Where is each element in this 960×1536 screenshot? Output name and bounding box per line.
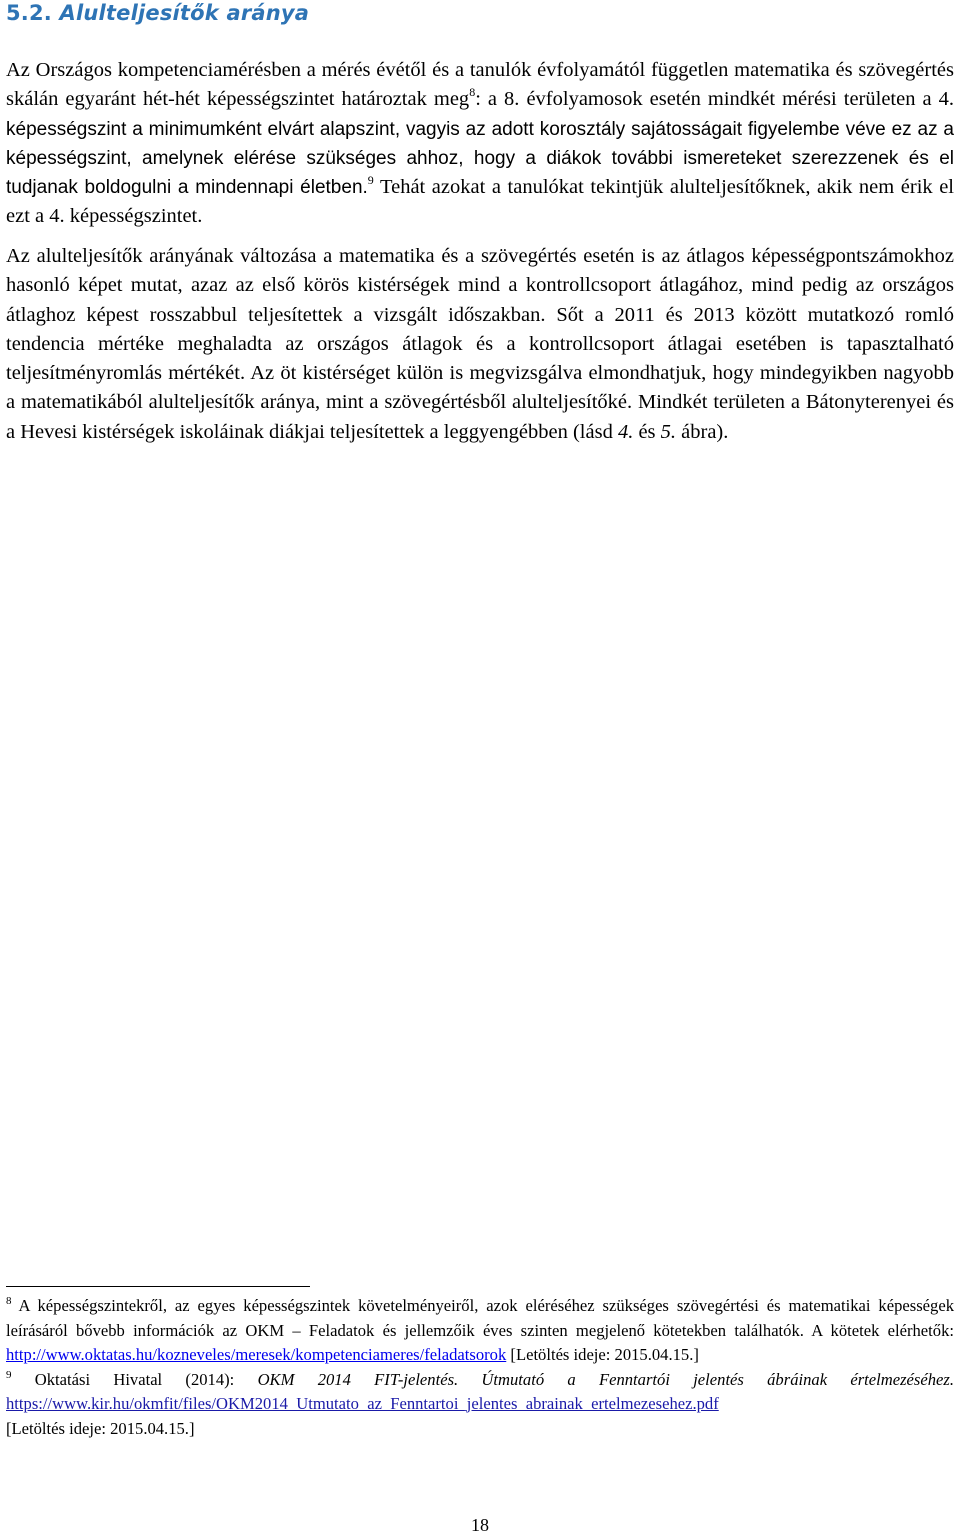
paragraph-2-text: Az alulteljesítők arányának változása a matematika és a szövegértés esetén is az átlagos képességpontszámokhoz hasonló képet mutat, azaz az első körös kistérségek mind a kontrollcsoport átlagához, mind pedig az országos átlaghoz képest rosszabbul teljesítettek a vizsgált időszakban. Sőt a 2011 és 2013 között mutatkozó romló tendencia mértéke meghaladta az országos átlagok és a kontrollcsoport átlagai esetében is tapasztalható teljesítményromlás mértékét. Az öt kistérséget külön is megvizsgálva elmondhatjuk, hogy mindegyikben nagyobb a matematikából alulteljesítők aránya, mint a szövegértésből alulteljesítőké. Mindkét területen a Bátonyterenyei és a Hevesi kistérségek iskoláinak diákjai teljesítettek a leggyengébben (lásd (6, 245, 954, 443)
paragraph-1-text-3: képességszint a minimumként elvárt alapszint, vagyis az adott korosztály sajátosságait figyelembe véve ez az a képességszint, amelynek elérése szükséges ahhoz, hogy a diákok további ismereteket szerezzenek és el tudjanak boldogulni a mindennapi életben. (6, 118, 954, 199)
footnote-8-link[interactable]: http://www.oktatas.hu/kozneveles/meresek/kompetenciameres/feladatsorok (6, 1345, 507, 1365)
footnote-separator (6, 1286, 310, 1287)
footnote-9 (6, 1368, 954, 1442)
document-page (6, 0, 954, 1536)
footnote-8-text: A képességszintekről, az egyes képességszintek követelményeiről, azok eléréséhez szükséges szövegértési és matematikai képességek leírásáról bővebb információk az OKM – Feladatok és jellemzőik éves szinten megjelenő kötetekben találhatók. A kötetek elérhetők: (6, 1296, 954, 1340)
page-number: 18 (471, 1515, 489, 1535)
paragraph-1 (6, 56, 954, 232)
section-title: Alulteljesítők aránya (59, 1, 310, 25)
paragraph-1-text-2: : a 8. évfolyamosok esetén mindkét mérési területen a 4. (475, 88, 955, 111)
footnote-ref-9[interactable]: 9 (367, 173, 374, 188)
section-number: 5.2. (6, 1, 52, 25)
footnote-ref-8[interactable]: 8 (469, 85, 476, 100)
footnote-9-text: Oktatási Hivatal (2014): (11, 1369, 258, 1389)
footnote-marker-9: 9 (6, 1368, 12, 1381)
footnote-8 (6, 1294, 954, 1368)
footnote-9-title: OKM 2014 FIT-jelentés. Útmutató a Fenntartói jelentés ábráinak értelmezéséhez. (257, 1369, 954, 1389)
paragraph-2-and: és (633, 420, 661, 443)
footnotes (6, 1294, 954, 1442)
figure-ref-4: 4. (617, 420, 634, 443)
footnote-8-date: [Letöltés ideje: 2015.04.15.] (506, 1345, 699, 1365)
footnote-marker-8: 8 (6, 1295, 12, 1307)
paragraph-2-text-2: ábra). (676, 420, 729, 443)
paragraph-1-text-4: Tehát azokat a tanulókat tekintjük alulteljesítőknek, akik nem érik el ezt a 4. képességszintet. (6, 176, 955, 228)
paragraph-1-text: Az Országos kompetenciamérésben a mérés évétől és a tanulók évfolyamától független matematika és szövegértés skálán egyaránt hét-hét képességszintet határoztak meg (6, 59, 954, 111)
paragraph-2 (6, 242, 954, 447)
footnote-9-link[interactable]: https://www.kir.hu/okmfit/files/OKM2014_Utmutato_az_Fenntartoi_jelentes_abrainak_ertelmezesehez.pdf (6, 1394, 719, 1414)
figure-ref-5: 5. (660, 420, 677, 443)
section-heading (6, 0, 309, 26)
footnote-9-date: [Letöltés ideje: 2015.04.15.] (6, 1418, 195, 1438)
